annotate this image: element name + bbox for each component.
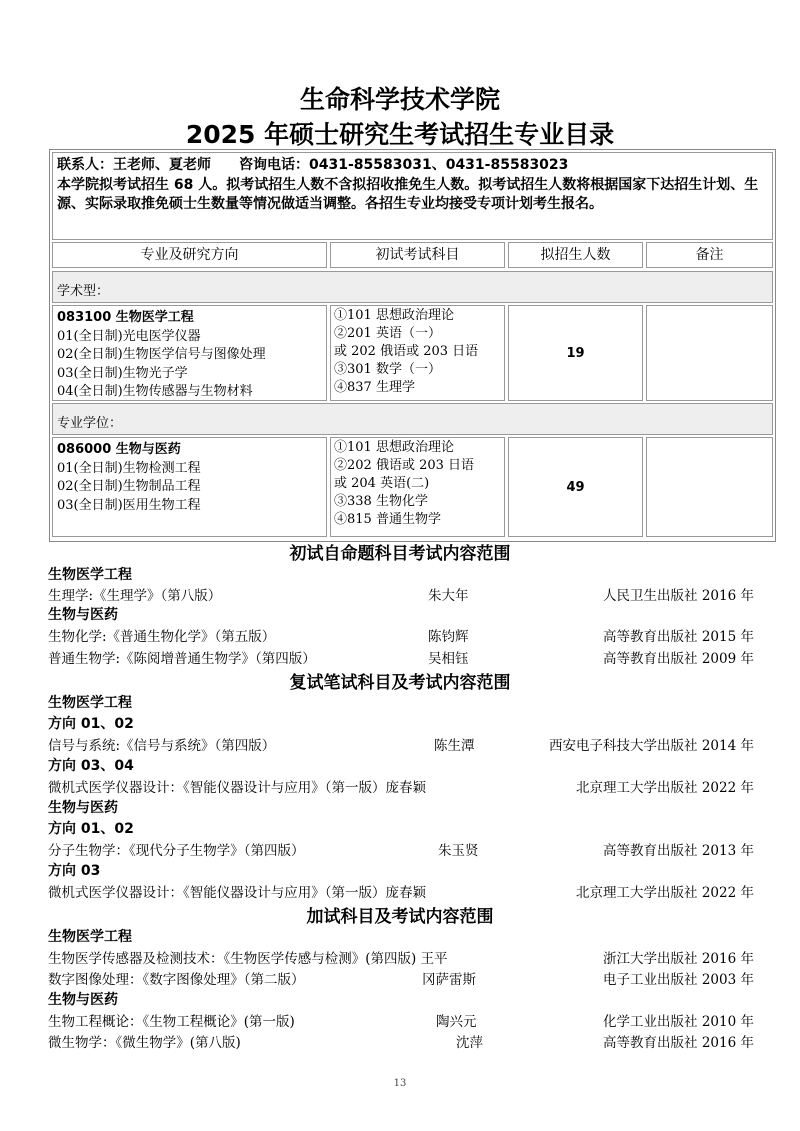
book-publisher: 电子工业出版社 2003 年 [603, 972, 754, 988]
book-publisher: 高等教育出版社 2016 年 [603, 1035, 754, 1051]
info-cell [52, 152, 773, 240]
group-label: 生物医学工程 [48, 695, 132, 711]
page-number: 13 [393, 1078, 407, 1089]
subject-item: ③301 数学（一） [334, 362, 441, 377]
direction-item: 01(全日制)光电医学仪器 [57, 328, 201, 344]
header-subjects: 初试考试科目 [330, 242, 505, 268]
book-subject: 微机式医学仪器设计：《智能仪器设计与应用》（第一版）庞春颖 [48, 885, 426, 901]
header-quota: 拟招生人数 [508, 242, 643, 268]
direction-item: 04(全日制)生物传感器与生物材料 [57, 384, 253, 399]
program-cell [52, 305, 327, 401]
book-publisher: 化学工业出版社 2010 年 [603, 1014, 754, 1030]
book-subject: 普通生物学:《陈阅增普通生物学》（第四版） [48, 651, 316, 667]
book-publisher: 高等教育出版社 2015 年 [603, 629, 754, 645]
direction-label: 方向 03 [48, 863, 101, 879]
program-cell [52, 437, 327, 537]
page-title: 生命科学技术学院 [299, 85, 500, 114]
book-row [48, 647, 754, 667]
book-author: 朱玉贤 [438, 843, 479, 859]
group-label: 生物医学工程 [48, 567, 132, 583]
header-remark: 备注 [646, 242, 773, 268]
subjects-cell [330, 437, 505, 537]
additional-exam-heading: 加试科目及考试内容范围 [306, 907, 494, 927]
subject-item: ④815 普通生物学 [334, 512, 441, 527]
book-publisher: 西安电子科技大学出版社 2014 年 [549, 738, 754, 754]
program-name: 083100 生物医学工程 [57, 310, 194, 325]
book-row [48, 1010, 754, 1030]
direction-item: 03(全日制)医用生物工程 [57, 497, 201, 513]
subject-item: ①101 思想政治理论 [334, 308, 454, 323]
book-subject: 生物医学传感器及检测技术：《生物医学传感与检测》(第四版) 王平 [48, 951, 448, 967]
book-subject: 微生物学：《微生物学》(第八版) [48, 1035, 241, 1051]
book-publisher: 人民卫生出版社 2016 年 [603, 588, 754, 604]
subject-item: ②201 英语（一） [334, 326, 441, 341]
book-author: 陶兴元 [436, 1014, 477, 1030]
book-row [48, 584, 754, 604]
header-program: 专业及研究方向 [52, 242, 327, 268]
quota-value: 49 [508, 437, 643, 537]
subject-item: ④837 生理学 [334, 380, 415, 395]
book-publisher: 浙江大学出版社 2016 年 [603, 951, 754, 967]
direction-label: 方向 03、04 [48, 758, 134, 774]
book-subject: 信号与系统:《信号与系统》（第四版） [48, 738, 276, 754]
retest-exam-heading: 复试笔试科目及考试内容范围 [289, 673, 511, 693]
subjects-cell [330, 305, 505, 401]
book-publisher: 高等教育出版社 2009 年 [603, 651, 754, 667]
book-author: 陈钧辉 [428, 629, 469, 645]
direction-label: 方向 01、02 [48, 821, 134, 837]
subject-item: ②202 俄语或 203 日语 [334, 458, 475, 473]
direction-item: 01(全日制)生物检测工程 [57, 460, 201, 476]
direction-item: 03(全日制)生物光子学 [57, 365, 188, 381]
catalog-table [49, 149, 776, 542]
book-subject: 数字图像处理：《数字图像处理》（第二版） [48, 972, 305, 988]
book-row [48, 734, 754, 754]
book-row [48, 947, 754, 967]
book-author: 陈生潭 [434, 738, 475, 754]
direction-label: 方向 01、02 [48, 716, 134, 732]
program-name: 086000 生物与医药 [57, 442, 181, 457]
book-author: 朱大年 [428, 588, 469, 604]
initial-exam-heading: 初试自命题科目考试内容范围 [289, 544, 511, 564]
book-row [48, 776, 754, 796]
subject-item: ①101 思想政治理论 [334, 440, 454, 455]
page-subtitle: 2025 年硕士研究生考试招生专业目录 [185, 120, 615, 149]
direction-item: 02(全日制)生物医学信号与图像处理 [57, 347, 266, 362]
book-subject: 生理学:《生理学》（第八版） [48, 588, 222, 604]
book-publisher: 高等教育出版社 2013 年 [603, 843, 754, 859]
quota-value: 19 [508, 305, 643, 401]
book-publisher: 北京理工大学出版社 2022 年 [576, 780, 754, 796]
enrollment-note: 本学院拟考试招生 68 人。拟考试招生人数不含拟招收推免生人数。拟考试招生人数将根据国家下达招生计划、生源、实际录取推免硕士生数量等情况做适当调整。各招生专业均接受专项计划考生报名。 [57, 176, 759, 212]
subject-item: 或 202 俄语或 203 日语 [334, 344, 479, 359]
group-label: 生物与医药 [48, 992, 118, 1008]
section-label: 学术型： [52, 271, 773, 303]
book-author: 冈萨雷斯 [422, 972, 476, 988]
book-row [48, 881, 754, 901]
group-label: 生物医学工程 [48, 929, 132, 945]
book-publisher: 北京理工大学出版社 2022 年 [576, 885, 754, 901]
subject-item: 或 204 英语(二) [334, 476, 430, 491]
book-subject: 分子生物学：《现代分子生物学》（第四版） [48, 843, 305, 859]
contact-line: 联系人：王老师、夏老师 咨询电话：0431-85583031、0431-85583023 [57, 157, 569, 173]
book-subject: 生物化学:《普通生物化学》（第五版） [48, 629, 276, 645]
book-row [48, 968, 754, 988]
group-label: 生物与医药 [48, 800, 118, 816]
book-row [48, 1031, 754, 1051]
remark-cell [646, 437, 773, 537]
direction-item: 02(全日制)生物制品工程 [57, 479, 201, 494]
book-subject: 生物工程概论：《生物工程概论》(第一版) [48, 1014, 295, 1030]
subject-item: ③338 生物化学 [334, 494, 428, 509]
book-subject: 微机式医学仪器设计：《智能仪器设计与应用》（第一版）庞春颖 [48, 780, 426, 796]
group-label: 生物与医药 [48, 607, 118, 623]
book-author: 沈萍 [456, 1035, 483, 1051]
remark-cell [646, 305, 773, 401]
book-row [48, 839, 754, 859]
book-author: 吴相钰 [428, 651, 469, 667]
book-row [48, 625, 754, 645]
section-label: 专业学位： [52, 403, 773, 435]
